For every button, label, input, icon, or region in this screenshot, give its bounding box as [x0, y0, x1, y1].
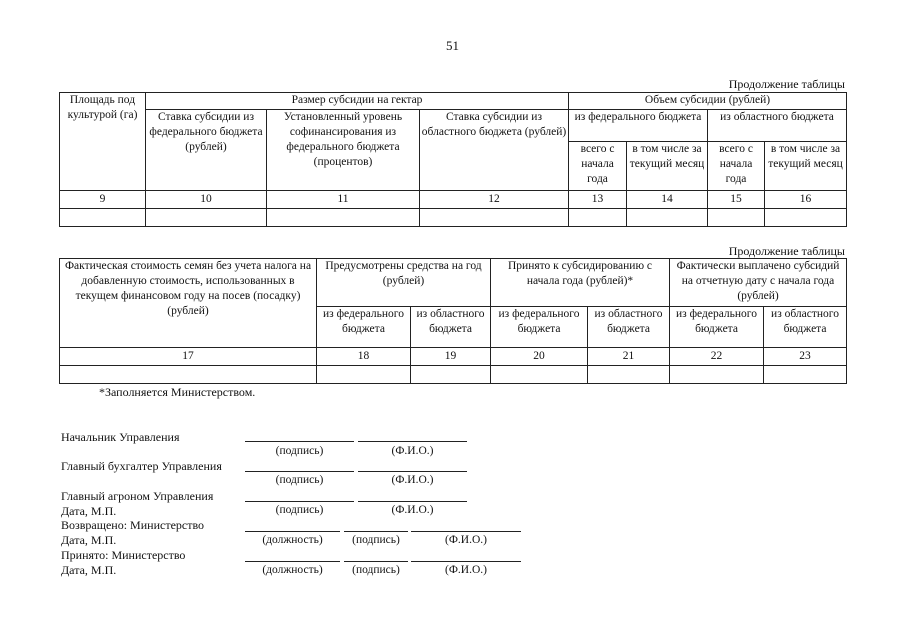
- position-line: [245, 531, 340, 532]
- signature-line: [245, 471, 354, 472]
- page-number: 51: [446, 38, 459, 53]
- column-number: 21: [588, 348, 670, 366]
- rate-federal-header: Ставка субсидии из федерального бюджета (рублей): [146, 110, 267, 191]
- cofinancing-level-header: Установленный уровень софинансирования из федерального бюджета (процентов): [267, 110, 420, 191]
- planned-regional-header: из областного бюджета: [411, 307, 491, 348]
- fio-caption: (Ф.И.О.): [391, 445, 434, 457]
- column-number: 14: [627, 191, 708, 209]
- federal-current-month-header: в том числе за текущий месяц: [627, 142, 708, 191]
- signature-caption: (подпись): [275, 504, 324, 516]
- column-number: 9: [60, 191, 146, 209]
- area-header: Площадь под культурой (га): [60, 93, 146, 191]
- accepted-ministry-label: Принято: Министерство: [61, 548, 186, 562]
- column-number: 12: [420, 191, 569, 209]
- signature-line: [245, 501, 354, 502]
- footnote: *Заполняется Министерством.: [99, 385, 256, 399]
- column-number: 20: [491, 348, 588, 366]
- fio-line: [358, 501, 467, 502]
- signature-caption: (подпись): [352, 534, 400, 546]
- volume-regional-header: из областного бюджета: [708, 110, 847, 142]
- date-stamp-label: Дата, М.П.: [61, 533, 117, 547]
- volume-federal-header: из федерального бюджета: [569, 110, 708, 142]
- empty-data-cell: [708, 209, 765, 227]
- column-number: 11: [267, 191, 420, 209]
- empty-data-cell: [670, 366, 764, 384]
- fio-caption: (Ф.И.О.): [391, 504, 434, 516]
- fio-line: [358, 471, 467, 472]
- column-number: 17: [60, 348, 317, 366]
- federal-since-start-header: всего с начала года: [569, 142, 627, 191]
- position-line: [245, 561, 340, 562]
- empty-data-cell: [420, 209, 569, 227]
- paid-federal-header: из федерального бюджета: [670, 307, 764, 348]
- empty-data-cell: [60, 209, 146, 227]
- accepted-subsidy-header: Принято к субсидированию с начала года (рублей)*: [491, 259, 670, 307]
- fio-caption: (Ф.И.О.): [445, 564, 487, 576]
- paid-regional-header: из областного бюджета: [764, 307, 847, 348]
- paid-subsidy-header: Фактически выплачено субсидий на отчетную дату с начала года (рублей): [670, 259, 847, 307]
- signature-caption: (подпись): [352, 564, 400, 576]
- signature-caption: (подпись): [275, 474, 324, 486]
- table2-continuation-label: Продолжение таблицы: [728, 244, 845, 258]
- empty-data-cell: [765, 209, 847, 227]
- empty-data-cell: [588, 366, 670, 384]
- empty-data-cell: [491, 366, 588, 384]
- subsidy-funds-table: [59, 258, 847, 384]
- position-caption: (должность): [262, 564, 323, 576]
- head-of-department-label: Начальник Управления: [61, 430, 180, 444]
- accepted-regional-header: из областного бюджета: [588, 307, 670, 348]
- empty-data-cell: [146, 209, 267, 227]
- seed-cost-header: Фактическая стоимость семян без учета налога на добавленную стоимость, использованных в текущем финансовом году на посев (посадку) (рублей): [60, 259, 317, 348]
- fio-caption: (Ф.И.О.): [445, 534, 487, 546]
- empty-data-cell: [60, 366, 317, 384]
- regional-since-start-header: всего с начала года: [708, 142, 765, 191]
- fio-line: [358, 441, 467, 442]
- position-caption: (должность): [262, 534, 323, 546]
- column-number: 18: [317, 348, 411, 366]
- empty-data-cell: [764, 366, 847, 384]
- fio-line: [411, 561, 521, 562]
- date-stamp-label: Дата, М.П.: [61, 563, 117, 577]
- planned-funds-header: Предусмотрены средства на год (рублей): [317, 259, 491, 307]
- column-number: 15: [708, 191, 765, 209]
- signature-line: [344, 561, 408, 562]
- empty-data-cell: [317, 366, 411, 384]
- rate-regional-header: Ставка субсидии из областного бюджета (рублей): [420, 110, 569, 191]
- volume-group-header: Объем субсидии (рублей): [569, 93, 847, 110]
- signature-line: [245, 441, 354, 442]
- empty-data-cell: [627, 209, 708, 227]
- planned-federal-header: из федерального бюджета: [317, 307, 411, 348]
- returned-ministry-label: Возвращено: Министерство: [61, 518, 205, 532]
- column-number: 13: [569, 191, 627, 209]
- column-number: 22: [670, 348, 764, 366]
- signature-caption: (подпись): [275, 445, 324, 457]
- signature-line: [344, 531, 408, 532]
- empty-data-cell: [411, 366, 491, 384]
- chief-accountant-label: Главный бухгалтер Управления: [61, 459, 222, 473]
- empty-data-cell: [569, 209, 627, 227]
- subsidy-rate-table: [59, 92, 847, 227]
- empty-data-cell: [267, 209, 420, 227]
- column-number: 19: [411, 348, 491, 366]
- chief-agronomist-label: Главный агроном Управления: [61, 489, 214, 503]
- accepted-federal-header: из федерального бюджета: [491, 307, 588, 348]
- table1-continuation-label: Продолжение таблицы: [728, 77, 845, 91]
- column-number: 23: [764, 348, 847, 366]
- date-stamp-label: Дата, М.П.: [61, 504, 117, 518]
- fio-line: [411, 531, 521, 532]
- fio-caption: (Ф.И.О.): [391, 474, 434, 486]
- column-number: 10: [146, 191, 267, 209]
- rate-group-header: Размер субсидии на гектар: [146, 93, 569, 110]
- column-number: 16: [765, 191, 847, 209]
- regional-current-month-header: в том числе за текущий месяц: [765, 142, 847, 191]
